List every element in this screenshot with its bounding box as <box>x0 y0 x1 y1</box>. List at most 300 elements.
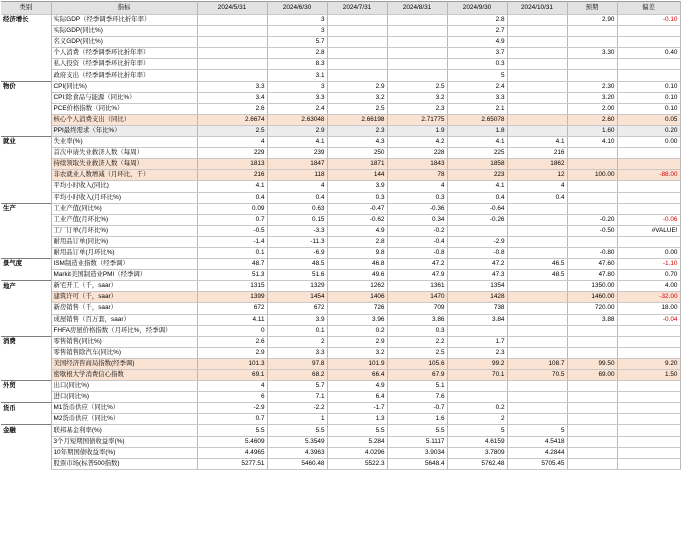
category-cell <box>1 214 51 225</box>
value-cell: 3.2 <box>327 92 387 103</box>
deviation-cell <box>617 59 680 70</box>
value-cell: 2.8 <box>267 48 327 59</box>
value-cell: 48.5 <box>507 270 567 281</box>
forecast-cell: 99.50 <box>567 358 617 369</box>
table-row <box>1 225 680 236</box>
deviation-cell <box>617 347 680 358</box>
category-cell: 地产 <box>1 281 51 292</box>
value-cell <box>507 325 567 336</box>
forecast-cell: 2.00 <box>567 103 617 114</box>
forecast-cell <box>567 436 617 447</box>
value-cell <box>507 225 567 236</box>
table-row <box>1 414 680 425</box>
indicator-cell: PCE价格指数（同比%） <box>51 103 197 114</box>
value-cell: 69.1 <box>197 370 267 381</box>
category-cell <box>1 181 51 192</box>
forecast-cell <box>567 425 617 436</box>
forecast-cell <box>567 26 617 37</box>
forecast-cell <box>567 325 617 336</box>
forecast-cell <box>567 37 617 48</box>
indicator-cell: ISM制造业指数（经季调） <box>51 259 197 270</box>
header-category: 类别 <box>1 2 51 15</box>
indicator-cell: 工厂订单(月环比%) <box>51 225 197 236</box>
value-cell: 4.3 <box>327 137 387 148</box>
value-cell: 4.1 <box>447 137 507 148</box>
value-cell <box>507 81 567 92</box>
value-cell <box>507 381 567 392</box>
table-row <box>1 159 680 170</box>
value-cell: -2.2 <box>267 403 327 414</box>
table-row <box>1 436 680 447</box>
indicator-cell: 平均小时收入(同比) <box>51 181 197 192</box>
indicator-cell: CPI(同比%) <box>51 81 197 92</box>
indicator-cell: 零售销售除汽车(同比%) <box>51 347 197 358</box>
value-cell: 3.9034 <box>387 447 447 458</box>
value-cell: 67.9 <box>387 370 447 381</box>
table-row <box>1 347 680 358</box>
forecast-cell: -0.50 <box>567 225 617 236</box>
forecast-cell: 2.60 <box>567 114 617 125</box>
value-cell: 0.34 <box>387 214 447 225</box>
value-cell: 3.1 <box>267 70 327 81</box>
value-cell: -0.36 <box>387 203 447 214</box>
value-cell: 2 <box>447 414 507 425</box>
category-cell <box>1 358 51 369</box>
category-cell <box>1 458 51 469</box>
deviation-cell: 18.00 <box>617 303 680 314</box>
value-cell <box>507 125 567 136</box>
deviation-cell <box>617 403 680 414</box>
indicator-cell: 失业率(%) <box>51 137 197 148</box>
forecast-cell: 4.10 <box>567 137 617 148</box>
forecast-cell: 69.00 <box>567 370 617 381</box>
table-row <box>1 114 680 125</box>
deviation-cell <box>617 159 680 170</box>
deviation-cell <box>617 336 680 347</box>
deviation-cell <box>617 458 680 469</box>
value-cell <box>327 15 387 26</box>
forecast-cell <box>567 192 617 203</box>
value-cell <box>197 48 267 59</box>
value-cell: 1871 <box>327 159 387 170</box>
deviation-cell: 0.40 <box>617 48 680 59</box>
forecast-cell <box>567 181 617 192</box>
value-cell: 4.1 <box>447 181 507 192</box>
forecast-cell <box>567 336 617 347</box>
header-date: 2024/8/31 <box>387 2 447 15</box>
forecast-cell: 1460.00 <box>567 292 617 303</box>
value-cell: 0.4 <box>447 192 507 203</box>
category-cell <box>1 159 51 170</box>
indicator-cell: 首次申请失业救济人数（每周） <box>51 148 197 159</box>
value-cell <box>507 114 567 125</box>
value-cell: 5.3549 <box>267 436 327 447</box>
value-cell: 5.7 <box>267 381 327 392</box>
indicator-cell: 平均小时收入(月环比%) <box>51 192 197 203</box>
value-cell: 4.9 <box>327 225 387 236</box>
category-cell <box>1 125 51 136</box>
value-cell: 46.8 <box>327 259 387 270</box>
table-row <box>1 247 680 258</box>
value-cell: 47.3 <box>447 270 507 281</box>
value-cell <box>327 37 387 48</box>
forecast-cell: -0.20 <box>567 214 617 225</box>
value-cell <box>387 59 447 70</box>
value-cell <box>447 381 507 392</box>
value-cell <box>507 70 567 81</box>
header-row <box>1 2 680 15</box>
value-cell: 2.6674 <box>197 114 267 125</box>
value-cell <box>197 15 267 26</box>
forecast-cell <box>567 458 617 469</box>
value-cell: 5 <box>507 425 567 436</box>
indicator-cell: 出口(同比%) <box>51 381 197 392</box>
value-cell: 118 <box>267 170 327 181</box>
value-cell <box>507 314 567 325</box>
deviation-cell <box>617 381 680 392</box>
table-row <box>1 259 680 270</box>
value-cell: 0.3 <box>327 192 387 203</box>
value-cell: 51.3 <box>197 270 267 281</box>
forecast-cell <box>567 381 617 392</box>
value-cell: -1.7 <box>327 403 387 414</box>
value-cell <box>447 392 507 403</box>
category-cell <box>1 347 51 358</box>
indicator-cell: 核心个人消费支出（同比） <box>51 114 197 125</box>
deviation-cell <box>617 325 680 336</box>
deviation-cell: -0.10 <box>617 15 680 26</box>
table-row <box>1 81 680 92</box>
deviation-cell <box>617 203 680 214</box>
value-cell: 4 <box>197 137 267 148</box>
value-cell: 48.5 <box>267 259 327 270</box>
value-cell: 4.2 <box>387 137 447 148</box>
table-row <box>1 70 680 81</box>
indicator-cell: Markit美国制造业PMI（经季调） <box>51 270 197 281</box>
indicator-cell: 成屋销售（百万套，saar） <box>51 314 197 325</box>
table-row <box>1 392 680 403</box>
value-cell: 3.3 <box>267 347 327 358</box>
value-cell: 0.7 <box>197 414 267 425</box>
value-cell: 1454 <box>267 292 327 303</box>
deviation-cell <box>617 192 680 203</box>
value-cell: 5762.48 <box>447 458 507 469</box>
table-row <box>1 303 680 314</box>
value-cell: 4.1 <box>507 137 567 148</box>
indicator-cell: 联邦基金利率(%) <box>51 425 197 436</box>
table-row <box>1 403 680 414</box>
value-cell: 3 <box>267 26 327 37</box>
value-cell: 3.9 <box>267 314 327 325</box>
value-cell: 5.284 <box>327 436 387 447</box>
value-cell: 0.2 <box>327 325 387 336</box>
category-cell: 经济增长 <box>1 15 51 26</box>
category-cell <box>1 236 51 247</box>
indicator-cell: 私人投资（经季调季环比折年率） <box>51 59 197 70</box>
value-cell: 4.9 <box>327 381 387 392</box>
table-row <box>1 26 680 37</box>
table-row <box>1 125 680 136</box>
value-cell: 223 <box>447 170 507 181</box>
value-cell <box>507 303 567 314</box>
value-cell: 2.71775 <box>387 114 447 125</box>
value-cell: 47.9 <box>387 270 447 281</box>
table-row <box>1 170 680 181</box>
indicator-cell: 股票市场(标普500指数) <box>51 458 197 469</box>
value-cell <box>327 48 387 59</box>
value-cell: 4.9 <box>447 37 507 48</box>
value-cell: 108.7 <box>507 358 567 369</box>
forecast-cell <box>567 159 617 170</box>
value-cell: 0.2 <box>447 403 507 414</box>
header-date: 2024/7/31 <box>327 2 387 15</box>
deviation-cell: #VALUE! <box>617 225 680 236</box>
indicator-cell: 耐用品订单(同比%) <box>51 236 197 247</box>
category-cell <box>1 37 51 48</box>
table-row <box>1 336 680 347</box>
value-cell: 5.5 <box>327 425 387 436</box>
deviation-cell: 9.20 <box>617 358 680 369</box>
forecast-cell <box>567 414 617 425</box>
table-row <box>1 192 680 203</box>
deviation-cell <box>617 436 680 447</box>
category-cell <box>1 436 51 447</box>
table-row <box>1 48 680 59</box>
table-row <box>1 203 680 214</box>
deviation-cell <box>617 414 680 425</box>
value-cell: 1470 <box>387 292 447 303</box>
header-date: 2024/9/30 <box>447 2 507 15</box>
value-cell: 3 <box>267 81 327 92</box>
value-cell: 5522.3 <box>327 458 387 469</box>
value-cell: 3.3 <box>197 81 267 92</box>
value-cell: 4.2844 <box>507 447 567 458</box>
indicator-cell: 工业产值(同比%) <box>51 203 197 214</box>
value-cell: 2.3 <box>387 103 447 114</box>
table-row <box>1 37 680 48</box>
value-cell: 216 <box>197 170 267 181</box>
forecast-cell <box>567 403 617 414</box>
indicator-cell: 密歇根大学消费信心指数 <box>51 370 197 381</box>
table-row <box>1 236 680 247</box>
deviation-cell: 0.00 <box>617 247 680 258</box>
category-cell <box>1 48 51 59</box>
indicator-cell: 名义GDP(同比%) <box>51 37 197 48</box>
value-cell <box>447 225 507 236</box>
category-cell: 货币 <box>1 403 51 414</box>
indicator-cell: 进口(同比%) <box>51 392 197 403</box>
value-cell: -6.9 <box>267 247 327 258</box>
value-cell <box>507 281 567 292</box>
value-cell: -0.8 <box>447 247 507 258</box>
deviation-cell: -1.10 <box>617 259 680 270</box>
value-cell <box>197 59 267 70</box>
indicator-cell: CPI:除食品与能源（同比%） <box>51 92 197 103</box>
value-cell <box>507 92 567 103</box>
value-cell <box>507 203 567 214</box>
table-row <box>1 148 680 159</box>
value-cell: 2 <box>267 336 327 347</box>
value-cell: 3.7 <box>447 48 507 59</box>
deviation-cell <box>617 425 680 436</box>
value-cell <box>447 325 507 336</box>
table-row <box>1 358 680 369</box>
value-cell: 2.9 <box>327 81 387 92</box>
category-cell <box>1 414 51 425</box>
value-cell: 3.96 <box>327 314 387 325</box>
value-cell: 1.6 <box>387 414 447 425</box>
value-cell: 9.8 <box>327 247 387 258</box>
value-cell <box>327 26 387 37</box>
value-cell: 4.3963 <box>267 447 327 458</box>
value-cell: 3.4 <box>197 92 267 103</box>
value-cell: 2.5 <box>387 81 447 92</box>
value-cell: 738 <box>447 303 507 314</box>
value-cell: 68.2 <box>267 370 327 381</box>
value-cell: 1329 <box>267 281 327 292</box>
header-date: 2024/10/31 <box>507 2 567 15</box>
forecast-cell: 100.00 <box>567 170 617 181</box>
value-cell: 99.2 <box>447 358 507 369</box>
value-cell: 7.1 <box>267 392 327 403</box>
value-cell: 1 <box>267 414 327 425</box>
value-cell: 1315 <box>197 281 267 292</box>
value-cell: 3 <box>267 15 327 26</box>
value-cell: 1858 <box>447 159 507 170</box>
value-cell: 0.1 <box>197 247 267 258</box>
value-cell: 3.3 <box>267 92 327 103</box>
table-row <box>1 103 680 114</box>
value-cell: -0.62 <box>327 214 387 225</box>
deviation-cell <box>617 148 680 159</box>
value-cell: 6 <box>197 392 267 403</box>
category-cell: 景气度 <box>1 259 51 270</box>
deviation-cell: 0.10 <box>617 103 680 114</box>
indicator-cell: 非农就业人数增减（月环比，千） <box>51 170 197 181</box>
value-cell: -0.7 <box>387 403 447 414</box>
category-cell <box>1 447 51 458</box>
value-cell: 2.4 <box>267 103 327 114</box>
deviation-cell <box>617 447 680 458</box>
table-row <box>1 314 680 325</box>
value-cell <box>197 70 267 81</box>
indicator-cell: 实际GDP（经季调季环比折年率） <box>51 15 197 26</box>
category-cell <box>1 70 51 81</box>
value-cell: 8.3 <box>267 59 327 70</box>
value-cell: -0.2 <box>387 225 447 236</box>
value-cell: 4.6159 <box>447 436 507 447</box>
table-row <box>1 458 680 469</box>
category-cell <box>1 103 51 114</box>
value-cell: -0.8 <box>387 247 447 258</box>
deviation-cell <box>617 181 680 192</box>
value-cell: 0.4 <box>267 192 327 203</box>
value-cell: 0.63 <box>267 203 327 214</box>
value-cell: 3.9 <box>327 181 387 192</box>
indicator-cell: FHFA房屋价格指数（月环比%，经季调） <box>51 325 197 336</box>
forecast-cell <box>567 203 617 214</box>
indicator-cell: M1货币供应（同比%） <box>51 403 197 414</box>
category-cell <box>1 170 51 181</box>
value-cell <box>507 48 567 59</box>
value-cell: 47.2 <box>447 259 507 270</box>
value-cell <box>387 15 447 26</box>
deviation-cell <box>617 392 680 403</box>
value-cell <box>387 37 447 48</box>
value-cell: 4.5418 <box>507 436 567 447</box>
category-cell <box>1 270 51 281</box>
indicator-cell: M2货币供应（同比%） <box>51 414 197 425</box>
value-cell: 70.5 <box>507 370 567 381</box>
category-cell <box>1 26 51 37</box>
value-cell <box>507 347 567 358</box>
macro-data-table <box>1 1 681 470</box>
value-cell: 66.4 <box>327 370 387 381</box>
value-cell: 2.6 <box>197 336 267 347</box>
value-cell: 4.4965 <box>197 447 267 458</box>
value-cell: 2.5 <box>197 125 267 136</box>
value-cell: 5648.4 <box>387 458 447 469</box>
value-cell: 2.8 <box>447 15 507 26</box>
value-cell <box>507 37 567 48</box>
value-cell <box>507 414 567 425</box>
forecast-cell: 47.80 <box>567 270 617 281</box>
forecast-cell: 3.20 <box>567 92 617 103</box>
value-cell: 4.1 <box>197 181 267 192</box>
value-cell: 101.3 <box>197 358 267 369</box>
value-cell: 2.65078 <box>447 114 507 125</box>
value-cell: 0.7 <box>197 214 267 225</box>
deviation-cell <box>617 70 680 81</box>
value-cell <box>507 214 567 225</box>
deviation-cell <box>617 26 680 37</box>
forecast-cell: 2.30 <box>567 81 617 92</box>
value-cell: 2.1 <box>447 103 507 114</box>
deviation-cell <box>617 37 680 48</box>
table-row <box>1 281 680 292</box>
value-cell: 1361 <box>387 281 447 292</box>
value-cell <box>507 392 567 403</box>
forecast-cell <box>567 347 617 358</box>
value-cell: -2.9 <box>447 236 507 247</box>
forecast-cell <box>567 148 617 159</box>
indicator-cell: 政府支出（经季调季环比折年率） <box>51 70 197 81</box>
header-date: 2024/5/31 <box>197 2 267 15</box>
value-cell: 1.9 <box>387 125 447 136</box>
value-cell <box>327 70 387 81</box>
forecast-cell: 1.60 <box>567 125 617 136</box>
value-cell: 1843 <box>387 159 447 170</box>
forecast-cell: 720.00 <box>567 303 617 314</box>
value-cell: 2.2 <box>387 336 447 347</box>
value-cell: 2.63048 <box>267 114 327 125</box>
header-forecast: 预期 <box>567 2 617 15</box>
indicator-cell: 实际GDP(同比%) <box>51 26 197 37</box>
value-cell: 0.3 <box>447 59 507 70</box>
value-cell: 4.1 <box>267 137 327 148</box>
forecast-cell: 47.60 <box>567 259 617 270</box>
forecast-cell: 2.90 <box>567 15 617 26</box>
value-cell: 101.9 <box>327 358 387 369</box>
table-row <box>1 447 680 458</box>
value-cell: 0.4 <box>507 192 567 203</box>
value-cell: -2.9 <box>197 403 267 414</box>
value-cell: 70.1 <box>447 370 507 381</box>
category-cell: 金融 <box>1 425 51 436</box>
value-cell: 1406 <box>327 292 387 303</box>
category-cell <box>1 325 51 336</box>
value-cell: 78 <box>387 170 447 181</box>
